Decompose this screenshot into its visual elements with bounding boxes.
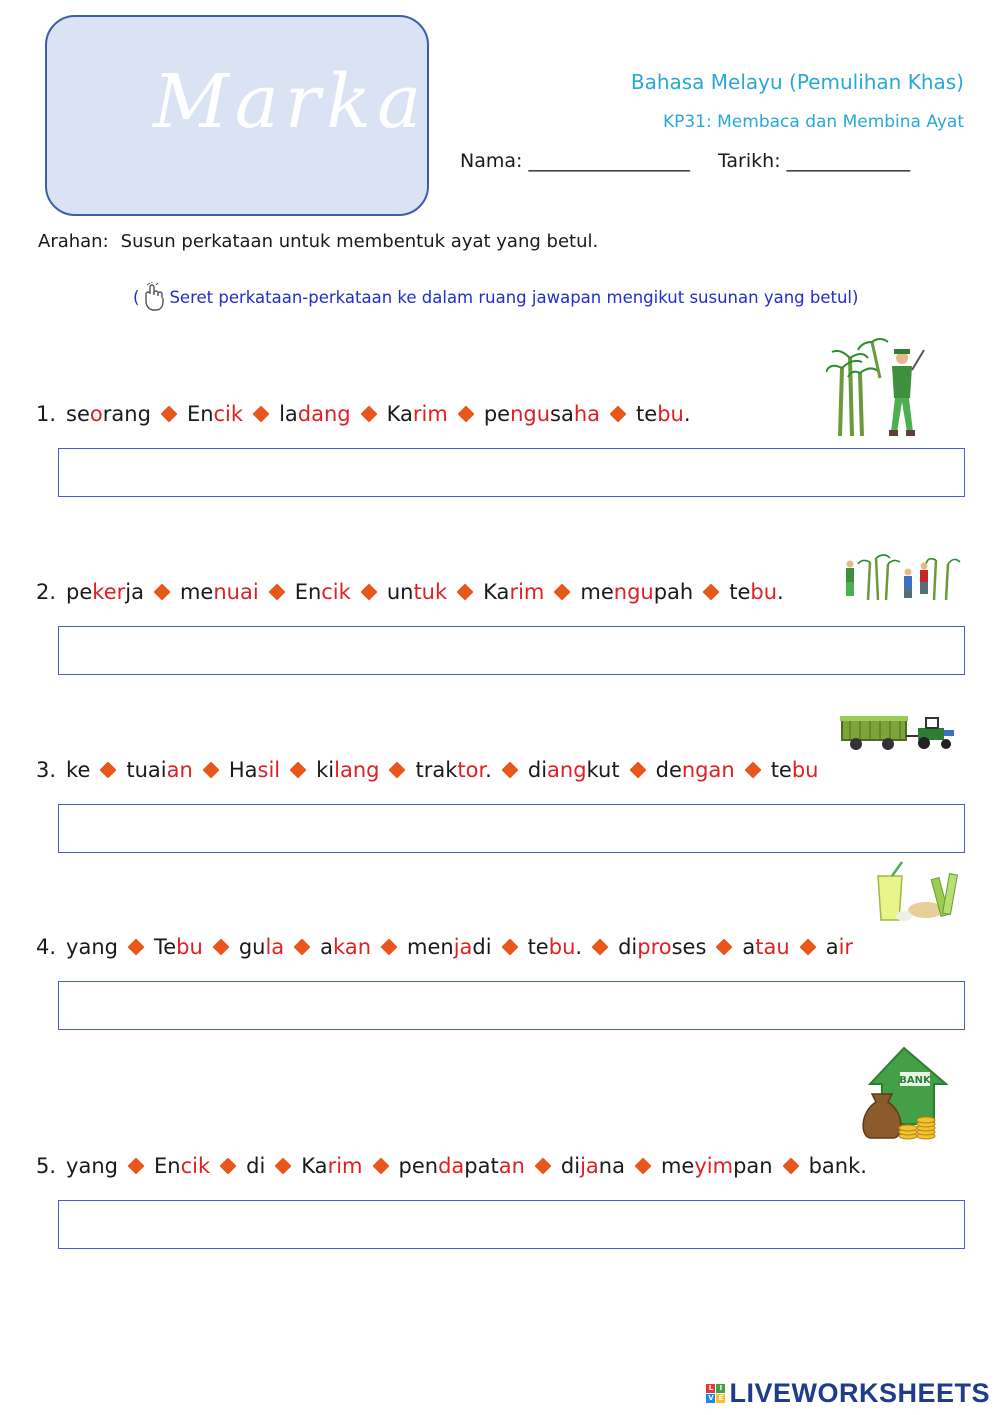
question-number: 4. — [36, 935, 57, 959]
instruction-text: Susun perkataan untuk membentuk ayat yang betul. — [120, 231, 599, 252]
brand-logo-icon: L I V E — [706, 1384, 725, 1403]
question-number: 2. — [36, 580, 57, 604]
diamond-separator-icon — [290, 762, 307, 779]
draggable-word[interactable]: akan — [320, 935, 372, 959]
name-date-row — [460, 150, 910, 172]
draggable-word[interactable]: Tebu — [153, 935, 203, 959]
draggable-word[interactable]: pekerja — [66, 580, 144, 604]
diamond-separator-icon — [716, 939, 733, 956]
question-3 — [36, 758, 818, 782]
score-box — [45, 15, 481, 216]
draggable-word[interactable]: yang — [66, 935, 118, 959]
draggable-word[interactable]: tebu — [770, 758, 819, 782]
answer-box-5[interactable] — [58, 1200, 965, 1249]
draggable-word[interactable]: di — [246, 1154, 266, 1178]
hint-text: Seret perkataan-perkataan ke dalam ruang jawapan mengikut susunan yang betul) — [169, 287, 859, 307]
brand-text: LIVEWORKSHEETS — [729, 1378, 990, 1408]
diamond-separator-icon — [457, 584, 474, 601]
draggable-word[interactable]: ladang — [279, 402, 351, 426]
instruction — [38, 231, 598, 252]
diamond-separator-icon — [457, 406, 474, 423]
draggable-word[interactable]: ke — [66, 758, 91, 782]
draggable-word[interactable]: mengupah — [580, 580, 694, 604]
hint-open-paren: ( — [133, 287, 140, 307]
question-number: 1. — [36, 402, 57, 426]
draggable-word[interactable]: diangkut — [527, 758, 620, 782]
diamond-separator-icon — [501, 939, 518, 956]
question-2 — [36, 580, 784, 604]
answer-box-3[interactable] — [58, 804, 965, 853]
question-number: 5. — [36, 1154, 57, 1178]
draggable-word[interactable]: tuaian — [126, 758, 193, 782]
draggable-word[interactable]: tebu. — [636, 402, 691, 426]
workers-harvest-icon — [838, 548, 962, 604]
draggable-word[interactable]: tebu. — [527, 935, 583, 959]
answer-box-1[interactable] — [58, 448, 965, 497]
diamond-separator-icon — [160, 406, 177, 423]
diamond-separator-icon — [534, 1158, 551, 1175]
diamond-separator-icon — [275, 1158, 292, 1175]
date-field: Tarikh: _____________ — [717, 150, 911, 172]
diamond-separator-icon — [127, 1158, 144, 1175]
draggable-word[interactable]: menjadi — [407, 935, 492, 959]
diamond-separator-icon — [202, 762, 219, 779]
question-5 — [36, 1154, 867, 1178]
draggable-word[interactable]: gula — [238, 935, 285, 959]
diamond-separator-icon — [153, 584, 170, 601]
draggable-word[interactable]: Encik — [294, 580, 351, 604]
drag-hand-icon — [140, 282, 168, 312]
question-4 — [36, 935, 853, 959]
diamond-separator-icon — [703, 584, 720, 601]
draggable-word[interactable]: dengan — [655, 758, 735, 782]
draggable-word[interactable]: Encik — [153, 1154, 211, 1178]
diamond-separator-icon — [629, 762, 646, 779]
score-label: Markah — [153, 59, 481, 145]
instruction-label: Arahan: — [38, 231, 109, 252]
diamond-separator-icon — [127, 939, 144, 956]
answer-box-2[interactable] — [58, 626, 965, 675]
diamond-separator-icon — [554, 584, 571, 601]
draggable-word[interactable]: tebu. — [729, 580, 784, 604]
draggable-word[interactable]: atau — [742, 935, 790, 959]
diamond-separator-icon — [501, 762, 518, 779]
diamond-separator-icon — [610, 406, 627, 423]
diamond-separator-icon — [268, 584, 285, 601]
draggable-word[interactable]: air — [825, 935, 854, 959]
subject-title: Bahasa Melayu (Pemulihan Khas) — [630, 70, 964, 94]
draggable-word[interactable]: Encik — [186, 402, 244, 426]
diamond-separator-icon — [294, 939, 311, 956]
drag-hint — [133, 282, 858, 312]
diamond-separator-icon — [389, 762, 406, 779]
learning-standard: KP31: Membaca dan Membina Ayat — [662, 112, 964, 132]
name-field: Nama: _________________ — [460, 150, 690, 172]
draggable-word[interactable]: Karim — [301, 1154, 363, 1178]
svg-text:BANK: BANK — [899, 1075, 931, 1086]
question-number: 3. — [36, 758, 57, 782]
liveworksheets-brand — [706, 1378, 990, 1409]
draggable-word[interactable]: meyimpan — [660, 1154, 773, 1178]
diamond-separator-icon — [381, 939, 398, 956]
draggable-word[interactable]: bank. — [808, 1154, 867, 1178]
draggable-word[interactable]: Karim — [483, 580, 545, 604]
question-1 — [36, 402, 691, 426]
draggable-word[interactable]: menuai — [179, 580, 259, 604]
diamond-separator-icon — [799, 939, 816, 956]
diamond-separator-icon — [360, 406, 377, 423]
draggable-word[interactable]: seorang — [66, 402, 151, 426]
juice-sugar-icon — [874, 860, 960, 924]
tractor-trailer-icon — [838, 712, 960, 752]
draggable-word[interactable]: yang — [66, 1154, 118, 1178]
diamond-separator-icon — [212, 939, 229, 956]
diamond-separator-icon — [634, 1158, 651, 1175]
draggable-word[interactable]: kilang — [316, 758, 380, 782]
draggable-word[interactable]: untuk — [386, 580, 448, 604]
draggable-word[interactable]: Karim — [386, 402, 448, 426]
diamond-separator-icon — [372, 1158, 389, 1175]
farmer-sugarcane-icon — [826, 338, 928, 440]
diamond-separator-icon — [592, 939, 609, 956]
draggable-word[interactable]: traktor. — [415, 758, 492, 782]
bank-money-icon — [860, 1046, 950, 1142]
draggable-word[interactable]: Hasil — [228, 758, 281, 782]
draggable-word[interactable]: pengusaha — [483, 402, 601, 426]
diamond-separator-icon — [744, 762, 761, 779]
answer-box-4[interactable] — [58, 981, 965, 1030]
diamond-separator-icon — [782, 1158, 799, 1175]
diamond-separator-icon — [360, 584, 377, 601]
diamond-separator-icon — [100, 762, 117, 779]
draggable-word[interactable]: pendapatan — [398, 1154, 525, 1178]
draggable-word[interactable]: diproses — [618, 935, 707, 959]
draggable-word[interactable]: dijana — [560, 1154, 625, 1178]
diamond-separator-icon — [253, 406, 270, 423]
diamond-separator-icon — [220, 1158, 237, 1175]
